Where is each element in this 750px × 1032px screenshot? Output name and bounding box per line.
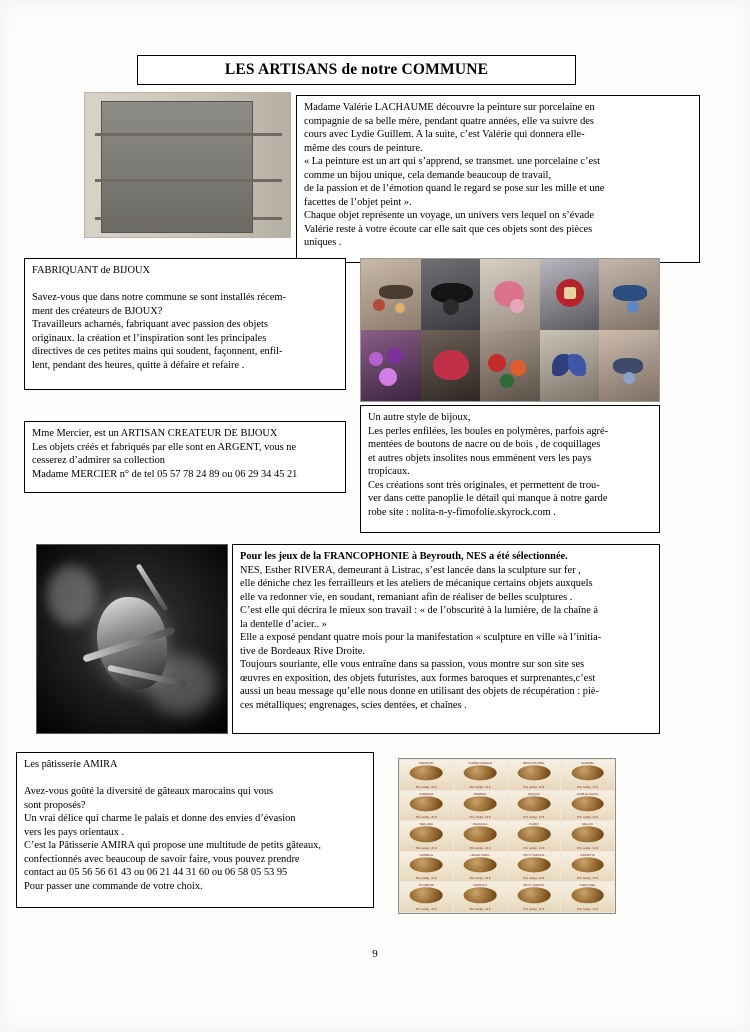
line: œuvres en exposition, des objets futuristes, aux formes baroques et surprenantes,c’est [240, 672, 596, 684]
photo-red-pendant [540, 259, 600, 330]
line: Madame Valérie LACHAUME découvre la peinture sur porcelaine en [304, 102, 595, 113]
line: tive de Bordeaux Rive Droite. [240, 645, 365, 657]
patisserie-label: SABLE MIEL [579, 883, 596, 888]
patisserie-price: Prix net/kg : 21 € [523, 907, 545, 911]
patisserie-item [454, 791, 507, 821]
patisserie-price: Prix net/kg : 21 € [577, 876, 599, 881]
line: Valérie reste à votre écoute car elle sait que ces objets sont des pièces [304, 223, 593, 235]
patisserie-item [400, 821, 453, 851]
patisserie-label: FEQQAS [528, 791, 540, 796]
page-title: LES ARTISANS de notre COMMUNE [224, 61, 489, 78]
section-heading: Pour les jeux de la FRANCOPHONIE à Beyrouth, NES a été sélectionnée. [240, 551, 568, 562]
line: Chaque objet représente un voyage, un univers vers lequel on s’évade [304, 210, 594, 222]
text-block-mme-mercier [24, 421, 346, 493]
patisserie-price: Prix net/kg : 21 € [469, 876, 491, 881]
patisserie-price: Prix net/kg : 21 € [523, 876, 545, 881]
photo-light-spray [47, 565, 97, 625]
line: C’est la Pâtisserie AMIRA qui propose une multitude de petits gâteaux, [24, 840, 321, 852]
line: tropicaux. [368, 466, 410, 478]
line: uniques . [304, 237, 342, 249]
patisserie-label: HALWA TABAA [470, 852, 490, 857]
line: cours avec Lydie Guillem. A la suite, c’est Valérie qui donnera elle- [304, 129, 585, 141]
line: sont proposés? [24, 799, 86, 811]
line: Elle a exposé pendant quatre mois pour la manifestation « sculpture en ville »à l’initia- [240, 632, 602, 644]
photo-blue-necklace [599, 259, 659, 330]
patisserie-price: Prix net/kg : 21 € [577, 815, 599, 820]
line: aussi un beau message qu’elle nous donne en utilisant des objets de récupération : piè- [240, 686, 599, 698]
line: elle déniche chez les ferrailleurs et les ateliers de mécanique certains objets auxquels [240, 578, 593, 590]
text-block-autre-style-bijoux [360, 405, 660, 533]
patisserie-price: Prix net/kg : 21 € [415, 845, 437, 850]
line: elle va redonner vie, en soudant, remaniant afin de réaliser de belles sculptures . [240, 591, 573, 603]
page-title-box [137, 55, 576, 85]
line: confectionnés avec beaucoup de savoir faire, vous pouvez prendre [24, 853, 300, 865]
patisserie-item [454, 852, 507, 882]
patisserie-label: MHANCHA [473, 822, 488, 827]
line: Pour passer une commande de votre choix. [24, 880, 203, 892]
patisserie-item [400, 760, 453, 790]
photo-heart-beads [421, 330, 481, 401]
photo-shelf-cabinet [101, 101, 253, 233]
patisserie-price: Prix net/kg : 21 € [523, 815, 545, 820]
patisserie-item [508, 821, 561, 851]
patisserie-price: Prix net/kg : 21 € [469, 784, 491, 789]
patisserie-label: DZIRIETTE [580, 852, 595, 857]
patisserie-price: Prix net/kg : 21 € [577, 784, 599, 789]
text-block-fabriquant-bijoux [24, 258, 346, 390]
patisserie-price: Prix net/kg : 21 € [523, 845, 545, 850]
patisserie-label: CHEBAKIA [419, 791, 434, 796]
patisserie-item [508, 791, 561, 821]
line: ment des créateurs de BJOUX? [32, 305, 163, 317]
line: robe site : nolita-n-y-fimofolie.skyrock.com . [368, 506, 556, 518]
patisserie-label: GHORIBA [581, 761, 595, 765]
patisserie-price: Prix net/kg : 21 € [523, 784, 545, 789]
line: Ces créations sont très originales, et permettent de trou- [368, 479, 600, 491]
line: Toujours souriante, elle vous entraîne dans sa passion, vous montre sur son site ses [240, 659, 585, 671]
photo-collage-bijoux [360, 258, 660, 402]
patisserie-price: Prix net/kg : 21 € [415, 815, 437, 820]
line: mentées de boutons de nacre ou de bois , de coquillages [368, 439, 601, 451]
photo-necklace-model [361, 259, 421, 330]
patisserie-item [454, 821, 507, 851]
line: ver dans cette panoplie le détail qui manque à notre garde [368, 493, 608, 505]
patisserie-label: MAKROUT [473, 883, 488, 888]
patisserie-item [454, 760, 507, 790]
line: directives de ces petites mains qui soudent, façonnent, enfil- [32, 346, 283, 358]
line: cesserez d’admirer sa collection [32, 455, 165, 467]
patisserie-label: CORNE GAZELLE [468, 761, 492, 765]
text-block-porcelaine [296, 95, 700, 263]
photo-pink-necklace [480, 259, 540, 330]
section-heading: FABRIQUANT de BIJOUX [32, 265, 150, 276]
patisserie-item [508, 852, 561, 882]
line: vers les pays orientaux . [24, 826, 125, 838]
text-block-francophonie [232, 544, 660, 734]
line: « La peinture est un art qui s’apprend, se transmet. une porcelaine c’est [304, 156, 601, 168]
line: Madame MERCIER n° de tel 05 57 78 24 89 ou 06 29 34 45 21 [32, 468, 298, 480]
patisserie-item [561, 791, 614, 821]
patisserie-label: GRIWECH [419, 852, 434, 857]
line: comme un bijou unique, cela demande beaucoup de travail, [304, 169, 551, 181]
line: de la passion et de l’émotion quand le regard se pose sur les mille et une [304, 183, 605, 195]
patisserie-item [561, 760, 614, 790]
line: C’est elle qui décrira le mieux son travail : « de l’obscurité à la lumière, de la chaîne à [240, 605, 599, 617]
patisserie-label: KAAB EL GHZAL [576, 791, 599, 796]
photo-sculpture-metal [36, 544, 228, 734]
patisserie-item [400, 791, 453, 821]
line: Travailleurs acharnés, fabriquant avec passion des objets [32, 319, 268, 331]
line: la dentelle d’acier.. » [240, 618, 327, 630]
patisserie-price: Prix net/kg : 21 € [577, 845, 599, 850]
photo-shelf-line [95, 133, 282, 136]
patisserie-price: Prix net/kg : 21 € [415, 784, 437, 789]
patisserie-label: PETIT CHBAKIA [523, 852, 545, 857]
patisserie-item [561, 882, 614, 912]
patisserie-item [561, 852, 614, 882]
photo-purple-beads [361, 330, 421, 401]
line: Savez-vous que dans notre commune se sont installés récem- [32, 292, 286, 304]
text-block-patisserie-amira [16, 752, 374, 908]
photo-butterfly-brooch [540, 330, 600, 401]
patisserie-label: BRIOUATE MIEL [523, 761, 545, 765]
patisserie-price: Prix net/kg : 21 € [469, 845, 491, 850]
photo-red-flowers [480, 330, 540, 401]
patisserie-label: MSEMEN [473, 791, 487, 796]
line: compagnie de sa belle mère, pendant quatre années, elle va suivre des [304, 115, 594, 127]
patisserie-price: Prix net/kg : 21 € [469, 815, 491, 820]
line: facettes de l’objet peint ». [304, 196, 412, 208]
line: Mme Mercier, est un ARTISAN CREATEUR DE BIJOUX [32, 428, 278, 439]
photo-shelf-line [95, 179, 282, 182]
line: Un vrai délice qui charme le palais et donne des envies d’évasion [24, 813, 296, 825]
line: Les objets créés et fabriqués par elle sont en ARGENT, vous ne [32, 441, 297, 453]
patisserie-label: ZLABIA [529, 822, 539, 827]
patisserie-price: Prix net/kg : 21 € [415, 907, 437, 911]
line: Un autre style de bijoux, [368, 412, 471, 423]
line: même des cours de peinture. [304, 142, 423, 154]
line: Avez-vous goûté la diversité de gâteaux marocains qui vous [24, 786, 274, 798]
patisserie-item [508, 882, 561, 912]
patisserie-label: PETIT CHBAKIA [523, 883, 545, 888]
patisserie-label: BAKLAWA [419, 822, 434, 827]
patisserie-label: SELLOU [582, 822, 594, 827]
patisserie-item [400, 882, 453, 912]
line: lent, pendant des heures, quitte à défaire et refaire . [32, 359, 245, 371]
line: Les perles enfilées, les boules en polymères, parfois agré- [368, 425, 609, 437]
photo-model-portrait [599, 330, 659, 401]
section-heading: Les pâtisserie AMIRA [24, 759, 118, 770]
patisserie-price: Prix net/kg : 21 € [577, 907, 599, 911]
patisserie-price: Prix net/kg : 21 € [415, 876, 437, 881]
patisserie-label: MAKROUD [419, 761, 434, 765]
line: NES, Esther RIVERA, demeurant à Listrac, s’est lancée dans la sculpture sur fer , [240, 564, 581, 576]
photo-shelf-line [95, 217, 282, 220]
patisserie-item [454, 882, 507, 912]
line: contact au 05 56 56 61 43 ou 06 21 44 31 60 ou 06 58 05 53 95 [24, 867, 288, 879]
line: ces métalliques; engrenages, scies dentées, et chaînes . [240, 699, 467, 711]
photo-black-necklace [421, 259, 481, 330]
patisserie-item [561, 821, 614, 851]
photo-catalogue-patisseries [398, 758, 616, 914]
patisserie-item [400, 852, 453, 882]
patisserie-label: RICHBOND [418, 883, 434, 888]
page-number: 9 [372, 948, 378, 960]
line: originaux. la création et l’inspiration sont les principales [32, 332, 267, 344]
line: et autres objets insolites nous emmènent vers les pays [368, 452, 592, 464]
photo-atelier-porcelaine [84, 92, 291, 238]
patisserie-item [508, 760, 561, 790]
patisserie-price: Prix net/kg : 21 € [469, 907, 491, 911]
